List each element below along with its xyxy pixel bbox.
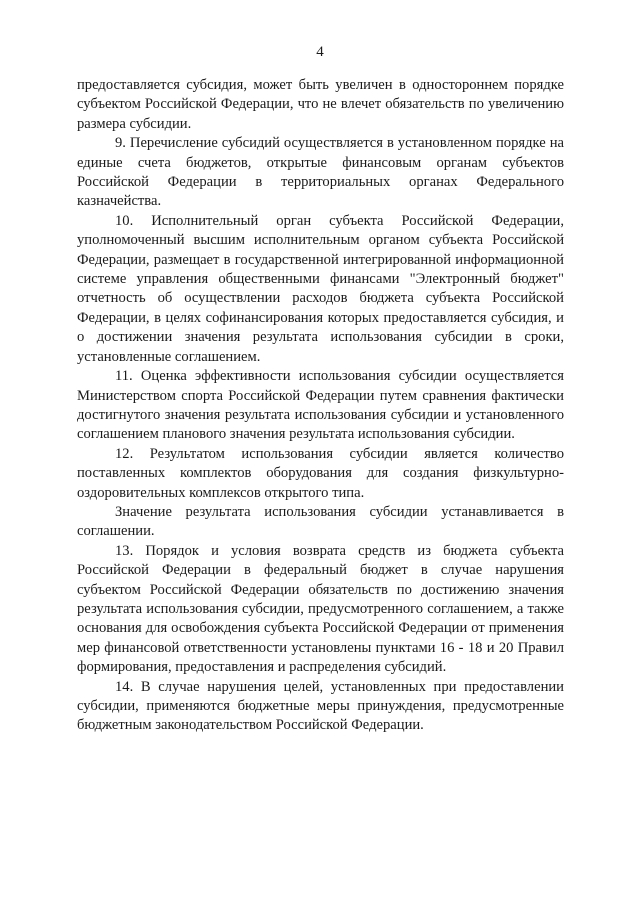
paragraph-10: 10. Исполнительный орган субъекта Российской Федерации, уполномоченный высшим исполнительным органом субъекта Российской Федерации, размещает в государственной интегрированной информационной системе управления общественными финансами "Электронный бюджет" отчетность об осуществлении расходов бюджета субъекта Российской Федерации, в целях софинансирования которых предоставляется субсидия, и о достижении значения результата использования субсидии в сроки, установленные соглашением.	[77, 212, 564, 365]
paragraph-9: 9. Перечисление субсидий осуществляется в установленном порядке на единые счета бюджетов, открытые финансовым органам субъектов Российской Федерации в территориальных органах Федерального казначейства.	[77, 135, 564, 210]
paragraph-12: 12. Результатом использования субсидии является количество поставленных комплектов оборудования для создания физкультурно-оздоровительных комплексов открытого типа.	[77, 445, 564, 501]
paragraph-14: 14. В случае нарушения целей, установленных при предоставлении субсидии, применяются бюджетные меры принуждения, предусмотренные бюджетным законодательством Российской Федерации.	[77, 678, 564, 734]
page-number: 4	[316, 44, 324, 60]
paragraph-continuation: предоставляется субсидия, может быть увеличен в одностороннем порядке субъектом Российской Федерации, что не влечет обязательств по увеличению размера субсидии.	[77, 77, 564, 132]
paragraph-13: 13. Порядок и условия возврата средств из бюджета субъекта Российской Федерации в федеральный бюджет в случае нарушения субъектом Российской Федерации обязательств по достижению значения результата использования субсидии, предусмотренного соглашением, а также основания для освобождения субъекта Российской Федерации от применения мер финансовой ответственности установлены пунктами 16 - 18 и 20 Правил формирования, предоставления и распределения субсидий.	[77, 542, 564, 676]
paragraph-12-value: Значение результата использования субсидии устанавливается в соглашении.	[77, 503, 564, 540]
paragraph-11: 11. Оценка эффективности использования субсидии осуществляется Министерством спорта Российской Федерации путем сравнения фактически достигнутого значения результата использования субсидии и установленного соглашением планового значения результата использования субсидии.	[77, 368, 564, 443]
document-body	[77, 76, 564, 736]
